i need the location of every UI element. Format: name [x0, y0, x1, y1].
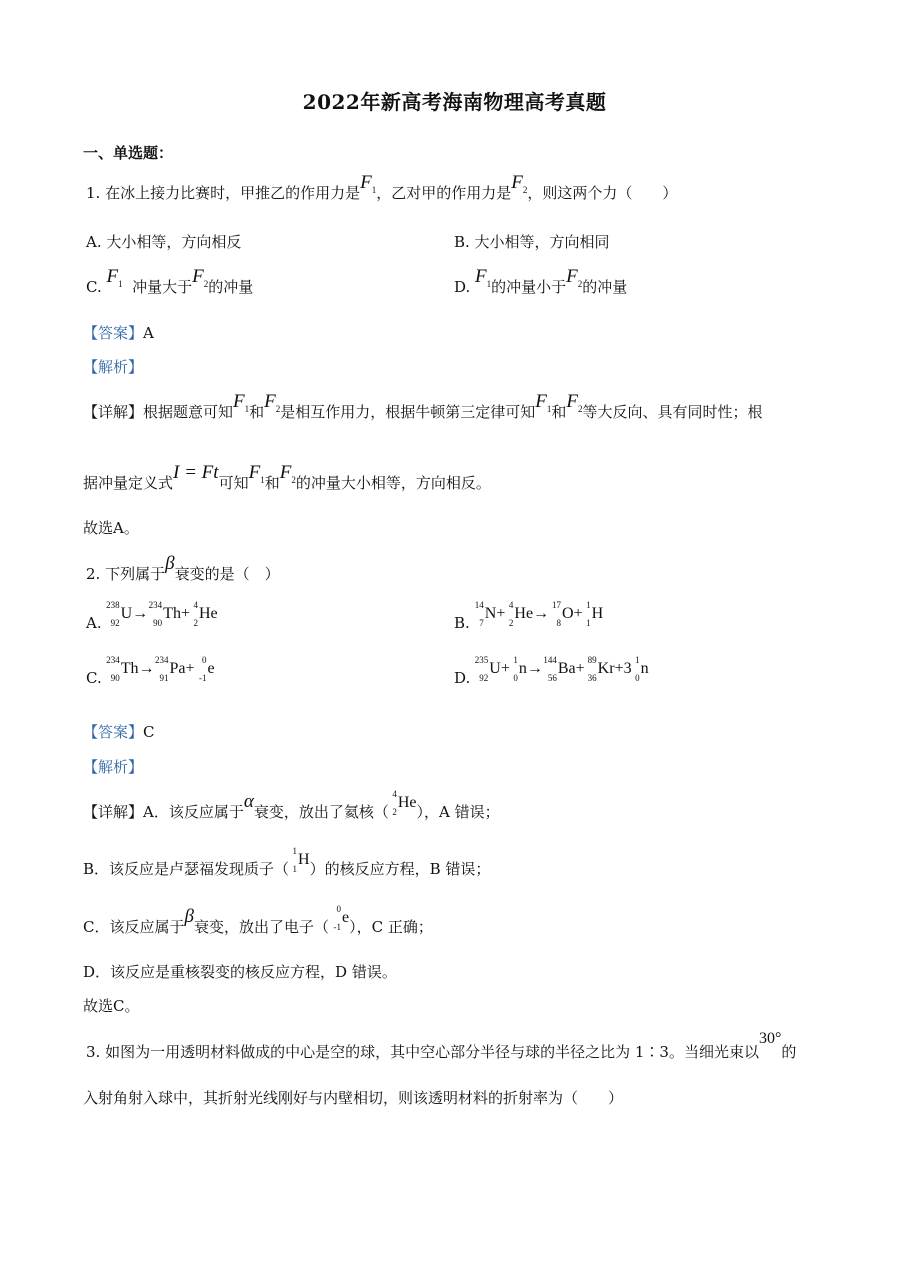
q1-stem: 1. 在冰上接力比赛时，甲推乙的作用力是$F_1$，乙对甲的作用力是$F_2$，则这两个力（ ）	[86, 172, 678, 202]
f2-symbol: $F_2$	[511, 172, 528, 195]
page-title: 2022年新高考海南物理高考真题	[302, 90, 607, 114]
q3-stem-line2: 入射角射入球中，其折射光线刚好与内壁相切，则该透明材料的折射率为（ ）	[83, 1089, 624, 1107]
q2-answer: 【答案】C	[83, 723, 155, 741]
f1-symbol: $F_1$	[475, 266, 492, 289]
q1-option-d: D. $F_1$的冲量小于$F_2$的冲量	[454, 266, 628, 296]
q2-option-b: B. 14 7 N+ 4 2 He→ 17 8 O+ 1 1 H	[454, 600, 604, 632]
q1-detail-line2: 据冲量定义式I = Ft可知$F_1$和$F_2$的冲量大小相等，方向相反。	[83, 462, 491, 492]
q2-option-c: C. 234 90 Th→ 234 91 Pa+ 0 -1 e	[86, 655, 215, 687]
q1-detail-line1: 【详解】根据题意可知$F_1$和$F_2$是相互作用力，根据牛顿第三定律可知$F_1$和$F_2$等大反向、具有同时性；根	[83, 391, 763, 421]
q1-option-a: A. 大小相等，方向相反	[86, 233, 242, 251]
q2-analysis-label: 【解析】	[83, 758, 144, 776]
q2-detail-a: 【详解】A．该反应属于α衰变，放出了氦核（ 4 2 He），A 错误；	[83, 789, 500, 821]
q1-option-c: C. $F_1$ 冲量大于$F_2$的冲量	[86, 266, 254, 296]
f1-symbol: $F_1$	[360, 172, 377, 195]
q2-option-a: A. 238 92 U→ 234 90 Th+ 4 2 He	[86, 600, 218, 632]
impulse-formula: I = Ft	[173, 462, 219, 483]
q2-stem: 2. 下列属于β衰变的是（ ）	[86, 553, 280, 583]
q2-detail-b: B．该反应是卢瑟福发现质子（ 1 1 H）的核反应方程，B 错误；	[83, 846, 491, 878]
q1-option-b: B. 大小相等，方向相同	[454, 233, 610, 251]
f2-symbol: $F_2$	[192, 266, 209, 289]
q1-answer: 【答案】A	[83, 324, 154, 342]
q1-analysis-label: 【解析】	[83, 358, 144, 376]
q1-conclusion: 故选A。	[83, 519, 139, 537]
f2-symbol: $F_2$	[566, 266, 583, 289]
q2-option-d: D. 235 92 U+ 1 0 n→ 144 56 Ba+ 89 36 Kr+3 1 0 n	[454, 655, 649, 687]
f1-symbol: $F_1$	[106, 266, 123, 289]
q2-conclusion: 故选C。	[83, 997, 140, 1015]
beta-symbol: β	[165, 553, 175, 574]
q2-detail-c: C．该反应属于β衰变，放出了电子（ 0 -1 e），C 正确；	[83, 904, 433, 936]
q3-stem-line1: 3. 如图为一用透明材料做成的中心是空的球，其中空心部分半径与球的半径之比为 1∶3。当细光束以30°的	[86, 1030, 797, 1061]
q2-detail-d: D．该反应是重核裂变的核反应方程，D 错误。	[83, 963, 397, 981]
angle-value: 30°	[758, 1030, 782, 1047]
section-heading: 一、单选题：	[83, 144, 174, 162]
